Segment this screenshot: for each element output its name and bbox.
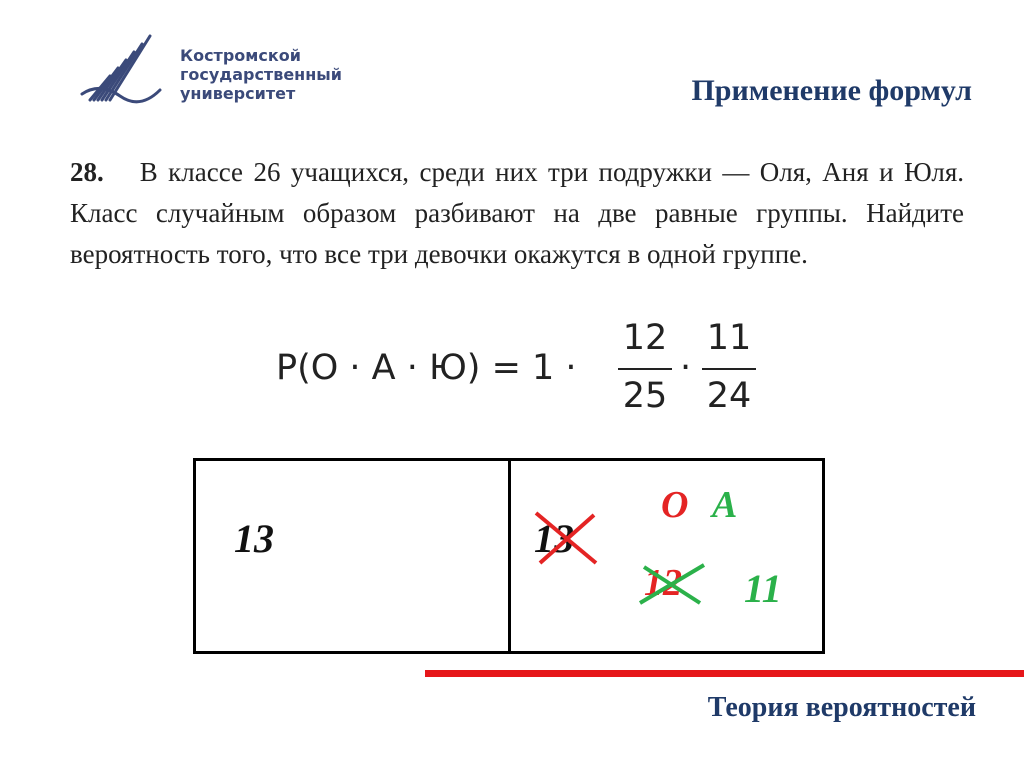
problem-statement [70, 152, 964, 275]
university-logo-icon [80, 30, 162, 112]
formula-lhs: P(O · A · Ю) = 1 · [276, 348, 577, 388]
problem-number: 28. [70, 157, 104, 187]
university-name [180, 46, 342, 103]
footer-accent-line [425, 670, 1024, 677]
groups-divider [508, 461, 511, 651]
red-cross-icon [532, 507, 602, 569]
remaining-count: 11 [744, 566, 782, 611]
fraction1-numerator: 12 [622, 318, 668, 358]
fraction2-denominator: 24 [706, 376, 752, 416]
groups-diagram [193, 458, 825, 654]
probability-formula [276, 318, 776, 428]
green-cross-icon [636, 559, 708, 609]
footer-title: Теория вероятностей [707, 692, 976, 723]
problem-text: В классе 26 учащихся, среди них три подружки — Оля, Аня и Юля. Класс случайным образом разбивают на две равные группы. Найдите вероятность того, что все три девочки окажутся в одной группе. [70, 157, 964, 269]
university-name-line3: университет [180, 84, 296, 103]
right-group-count: 13 [534, 516, 574, 561]
fraction1-denominator: 25 [622, 376, 668, 416]
label-olya: O [661, 484, 689, 526]
fraction2-numerator: 11 [706, 318, 752, 358]
fraction1-bar [618, 368, 672, 370]
left-group-count: 13 [234, 516, 274, 561]
crossed-count: 12 [644, 562, 682, 604]
university-name-line2: государственный [180, 65, 342, 84]
label-anya: A [712, 484, 738, 526]
fraction2-bar [702, 368, 756, 370]
slide-title: Применение формул [691, 74, 972, 107]
university-name-line1: Костромской [180, 46, 301, 65]
formula-multiply-dot: · [680, 348, 692, 388]
